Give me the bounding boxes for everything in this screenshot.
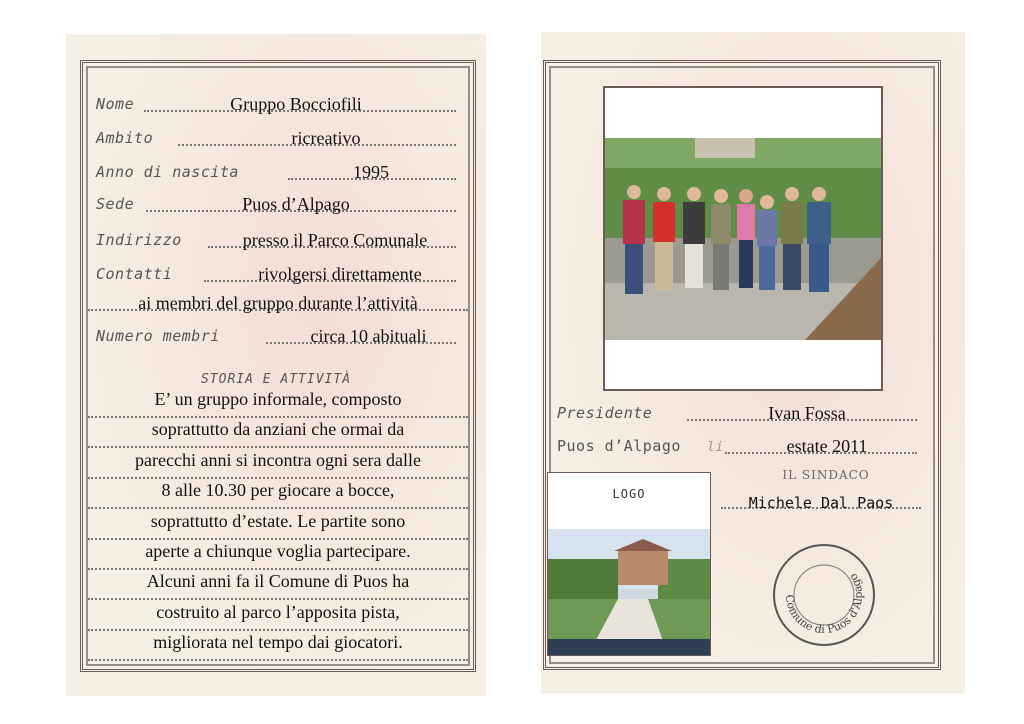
history-line: migliorata nel tempo dai giocatori. <box>88 629 468 661</box>
field-value: rivolgersi direttamente <box>258 264 422 284</box>
field-indirizzo <box>96 227 456 251</box>
li-label: li <box>707 440 724 455</box>
field-ambito <box>96 125 456 149</box>
field-value: Gruppo Bocciofili <box>230 94 362 114</box>
field-value: Michele Dal Paos <box>748 494 894 512</box>
id-card-back <box>541 32 965 694</box>
field-label: Ambito <box>96 129 154 147</box>
field-label: Indirizzo <box>96 231 182 249</box>
field-value: ricreativo <box>291 128 361 148</box>
history-line: parecchi anni si incontra ogni sera dalle <box>88 447 468 479</box>
field-label: Anno di nascita <box>96 163 239 181</box>
field-label: Numero membri <box>96 327 220 345</box>
logo-image <box>548 529 710 655</box>
field-sede <box>96 191 456 215</box>
field-value: 1995 <box>353 162 389 182</box>
history-line: costruito al parco l’apposita pista, <box>88 599 468 631</box>
field-contatti-cont <box>88 290 468 314</box>
field-label: Puos d’Alpago <box>557 437 681 455</box>
field-value: ai membri del gruppo durante l’attività <box>138 293 418 313</box>
history-line: soprattutto d’estate. Le partite sono <box>88 508 468 540</box>
history-line: 8 alle 10.30 per giocare a bocce, <box>88 477 468 509</box>
sindaco-label: IL SINDACO <box>782 468 870 482</box>
group-photo <box>605 138 881 340</box>
history-line: E’ un gruppo informale, composto <box>88 386 468 418</box>
logo-box <box>547 472 711 656</box>
field-label: Sede <box>96 195 135 213</box>
history-title: STORIA E ATTIVITÀ <box>200 372 352 387</box>
field-contatti <box>96 261 456 285</box>
field-value: estate 2011 <box>786 436 868 456</box>
field-value: Puos d’Alpago <box>242 194 350 214</box>
official-stamp <box>771 542 877 648</box>
history-line: aperte a chiunque voglia partecipare. <box>88 538 468 570</box>
field-anno <box>96 159 456 183</box>
field-value: presso il Parco Comunale <box>242 230 428 250</box>
history-text <box>80 386 476 666</box>
field-sindaco <box>721 488 921 512</box>
field-luogo-data <box>557 433 917 457</box>
svg-text:Comune di Puos d'Alpago: Comune di Puos d'Alpago <box>782 571 866 637</box>
field-label: Presidente <box>557 404 653 422</box>
history-line: soprattutto da anziani che ormai da <box>88 416 468 448</box>
history-line: Alcuni anni fa il Comune di Puos ha <box>88 568 468 600</box>
field-presidente <box>557 400 917 424</box>
field-value: Ivan Fossa <box>768 403 846 423</box>
field-label: Nome <box>96 95 135 113</box>
id-card-front <box>66 34 486 696</box>
field-label: Contatti <box>96 265 173 283</box>
logo-label: LOGO <box>612 487 646 501</box>
field-nome <box>96 91 456 115</box>
field-value: circa 10 abituali <box>310 326 427 346</box>
field-numero <box>96 323 456 347</box>
group-photo-frame <box>603 86 883 391</box>
